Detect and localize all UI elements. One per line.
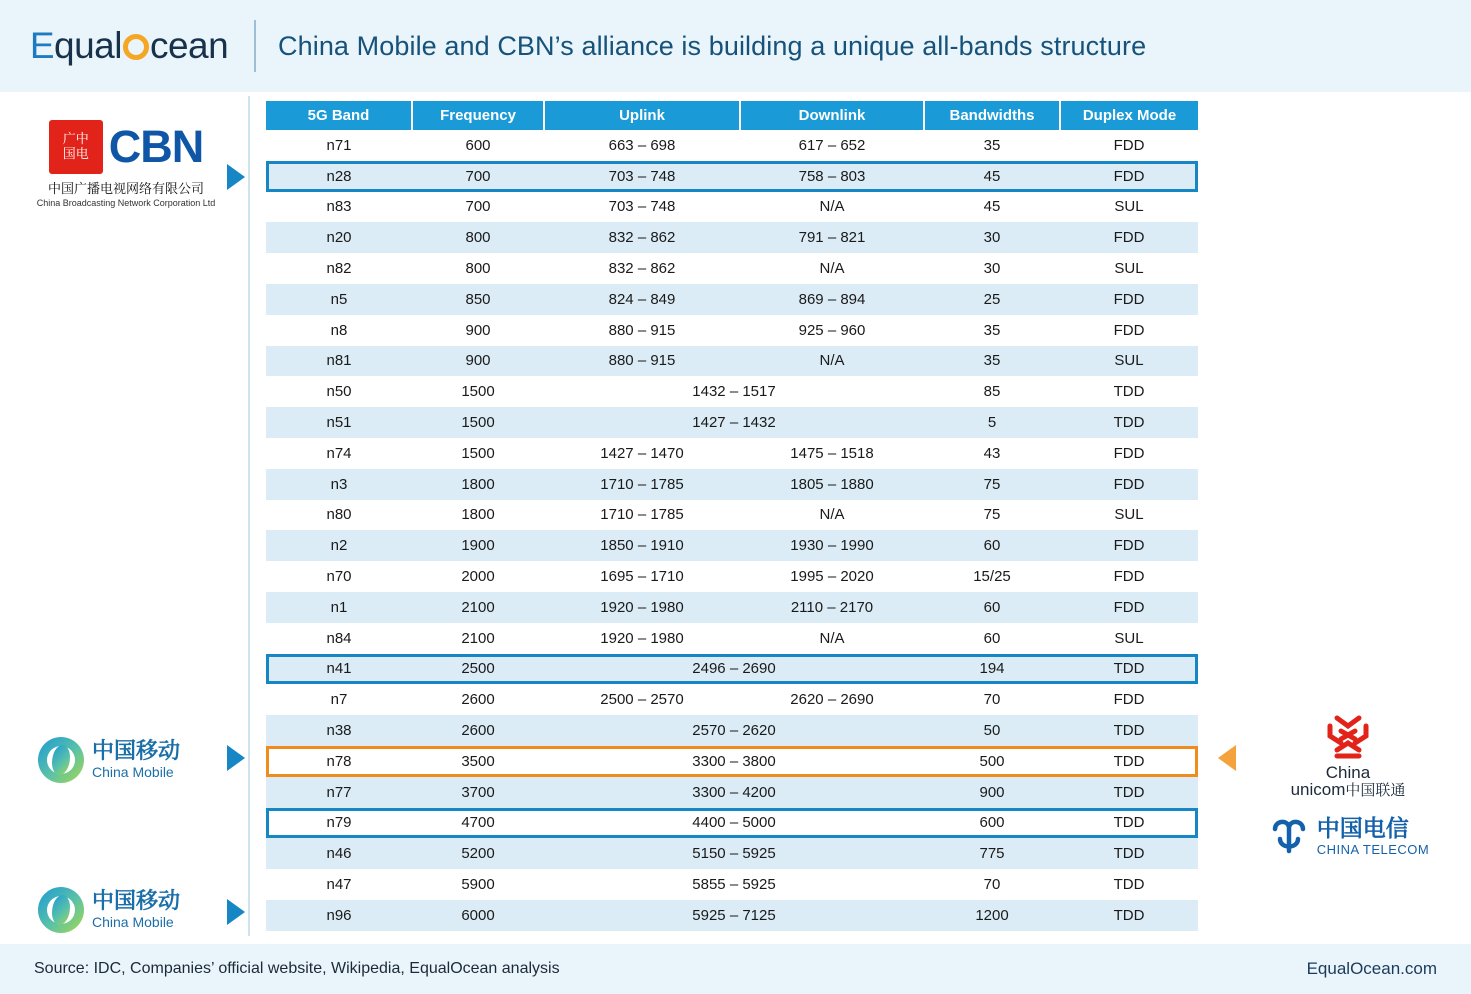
- footer-source: Source: IDC, Companies’ official website, Wikipedia, EqualOcean analysis: [34, 960, 560, 977]
- cell-uplink: 1920 – 1980: [544, 623, 740, 654]
- cell-band: n46: [266, 838, 412, 869]
- china-mobile-mark-icon: [38, 737, 84, 783]
- equalocean-logo-text: [30, 25, 228, 67]
- cell-band: n96: [266, 900, 412, 931]
- cell-downlink: N/A: [740, 346, 924, 377]
- cell-duplex: TDD: [1060, 376, 1198, 407]
- cell-duplex: SUL: [1060, 623, 1198, 654]
- footer: [0, 944, 1471, 994]
- table-row: [266, 222, 1198, 253]
- china-unicom-cn: 中国联通: [1345, 781, 1406, 799]
- table-row: [266, 715, 1198, 746]
- cell-frequency: 2600: [412, 684, 544, 715]
- cell-frequency: 900: [412, 346, 544, 377]
- col-header-band: 5G Band: [266, 101, 412, 130]
- logo-part-e: E: [29, 25, 54, 66]
- header-divider: [254, 20, 256, 72]
- cell-frequency: 1500: [412, 438, 544, 469]
- cell-frequency: 1900: [412, 530, 544, 561]
- table-row: [266, 469, 1198, 500]
- cell-uplink: 880 – 915: [544, 346, 740, 377]
- table-row: [266, 869, 1198, 900]
- cell-band: n38: [266, 715, 412, 746]
- china-telecom-cn: 中国电信: [1316, 816, 1409, 842]
- cell-bandwidth: 775: [924, 838, 1060, 869]
- cell-bandwidth: 35: [924, 346, 1060, 377]
- table-row: [266, 530, 1198, 561]
- right-operator-logos: [1253, 712, 1443, 859]
- cell-downlink: 1930 – 1990: [740, 530, 924, 561]
- china-mobile-en-1: China Mobile: [92, 764, 174, 780]
- cell-bandwidth: 75: [924, 469, 1060, 500]
- cell-bandwidth: 600: [924, 808, 1060, 839]
- cell-bandwidth: 60: [924, 623, 1060, 654]
- table-row: [266, 777, 1198, 808]
- logo-china-mobile-1: [38, 737, 218, 783]
- cell-downlink: N/A: [740, 623, 924, 654]
- cell-frequency: 5200: [412, 838, 544, 869]
- cell-duplex: TDD: [1060, 715, 1198, 746]
- cell-uplink-downlink: 5150 – 5925: [544, 838, 924, 869]
- table-header-row: [266, 101, 1198, 130]
- cell-band: n50: [266, 376, 412, 407]
- china-telecom-en: CHINA TELECOM: [1316, 842, 1430, 857]
- table-row: [266, 161, 1198, 192]
- cell-duplex: FDD: [1060, 469, 1198, 500]
- cell-frequency: 600: [412, 130, 544, 161]
- cell-duplex: SUL: [1060, 346, 1198, 377]
- cell-bandwidth: 70: [924, 869, 1060, 900]
- cell-bandwidth: 1200: [924, 900, 1060, 931]
- cell-band: n70: [266, 561, 412, 592]
- cell-bandwidth: 30: [924, 222, 1060, 253]
- table-row: [266, 623, 1198, 654]
- cell-bandwidth: 70: [924, 684, 1060, 715]
- cbn-chinese-name: 中国广播电视网络有限公司: [47, 182, 204, 197]
- table-row: [266, 253, 1198, 284]
- cell-uplink-downlink: 1432 – 1517: [544, 376, 924, 407]
- cell-band: n80: [266, 500, 412, 531]
- header: [0, 0, 1471, 92]
- china-telecom-text: [1317, 817, 1429, 857]
- equalocean-logo: [0, 25, 248, 67]
- col-header-downlink: Downlink: [740, 101, 924, 130]
- cell-downlink: N/A: [740, 192, 924, 223]
- logo-part-qual: qual: [54, 25, 122, 66]
- china-telecom-mark-icon: [1267, 815, 1311, 859]
- china-unicom-mark-icon: [1321, 712, 1375, 762]
- col-header-bandwidth: Bandwidths: [924, 101, 1060, 130]
- cell-frequency: 700: [412, 161, 544, 192]
- cell-band: n84: [266, 623, 412, 654]
- cell-downlink: 1475 – 1518: [740, 438, 924, 469]
- logo-china-unicom: [1253, 712, 1443, 799]
- table-row: [266, 315, 1198, 346]
- table-row: [266, 746, 1198, 777]
- cell-duplex: TDD: [1060, 777, 1198, 808]
- cell-duplex: FDD: [1060, 284, 1198, 315]
- cell-uplink: 703 – 748: [544, 192, 740, 223]
- cell-band: n71: [266, 130, 412, 161]
- cell-frequency: 1800: [412, 469, 544, 500]
- col-header-frequency: Frequency: [412, 101, 544, 130]
- cell-downlink: 758 – 803: [740, 161, 924, 192]
- cell-uplink-downlink: 3300 – 4200: [544, 777, 924, 808]
- cell-band: n41: [266, 654, 412, 685]
- cell-bandwidth: 194: [924, 654, 1060, 685]
- cell-bandwidth: 35: [924, 315, 1060, 346]
- cell-frequency: 2000: [412, 561, 544, 592]
- cbn-logo-row: [33, 120, 219, 174]
- cell-duplex: FDD: [1060, 530, 1198, 561]
- table-row: [266, 684, 1198, 715]
- cell-uplink: 832 – 862: [544, 222, 740, 253]
- cell-duplex: FDD: [1060, 315, 1198, 346]
- cell-band: n28: [266, 161, 412, 192]
- cell-frequency: 2600: [412, 715, 544, 746]
- footer-brand: EqualOcean.com: [1306, 959, 1437, 978]
- cell-downlink: N/A: [740, 253, 924, 284]
- cell-band: n1: [266, 592, 412, 623]
- arrow-operators-n78-icon: [1218, 745, 1236, 771]
- cell-downlink: 791 – 821: [740, 222, 924, 253]
- table-row: [266, 561, 1198, 592]
- cell-frequency: 1500: [412, 376, 544, 407]
- cell-downlink: 869 – 894: [740, 284, 924, 315]
- table-row: [266, 808, 1198, 839]
- cell-bandwidth: 30: [924, 253, 1060, 284]
- table-row: [266, 130, 1198, 161]
- table-row: [266, 500, 1198, 531]
- cell-band: n20: [266, 222, 412, 253]
- cell-duplex: SUL: [1060, 192, 1198, 223]
- cell-uplink: 1850 – 1910: [544, 530, 740, 561]
- cell-band: n77: [266, 777, 412, 808]
- cell-band: n3: [266, 469, 412, 500]
- cell-uplink: 1695 – 1710: [544, 561, 740, 592]
- cell-uplink-downlink: 2496 – 2690: [544, 654, 924, 685]
- cell-uplink-downlink: 2570 – 2620: [544, 715, 924, 746]
- cell-bandwidth: 500: [924, 746, 1060, 777]
- cell-downlink: 2110 – 2170: [740, 592, 924, 623]
- cell-uplink-downlink: 3300 – 3800: [544, 746, 924, 777]
- bands-table: [266, 101, 1198, 931]
- cell-duplex: SUL: [1060, 253, 1198, 284]
- cell-band: n81: [266, 346, 412, 377]
- cell-duplex: TDD: [1060, 869, 1198, 900]
- cell-downlink: 617 – 652: [740, 130, 924, 161]
- cell-duplex: FDD: [1060, 161, 1198, 192]
- cell-band: n5: [266, 284, 412, 315]
- cell-duplex: FDD: [1060, 438, 1198, 469]
- china-mobile-text-2: [92, 890, 180, 930]
- cell-bandwidth: 85: [924, 376, 1060, 407]
- arrow-china-mobile-n79-icon: [227, 899, 245, 925]
- cell-frequency: 2100: [412, 623, 544, 654]
- cell-uplink: 663 – 698: [544, 130, 740, 161]
- china-mobile-en-2: China Mobile: [92, 914, 174, 930]
- cell-uplink: 824 – 849: [544, 284, 740, 315]
- cell-duplex: TDD: [1060, 746, 1198, 777]
- logo-china-telecom: [1253, 815, 1443, 859]
- cell-uplink: 1710 – 1785: [544, 500, 740, 531]
- cell-frequency: 3700: [412, 777, 544, 808]
- china-unicom-en-line1: China: [1325, 763, 1371, 782]
- cell-bandwidth: 43: [924, 438, 1060, 469]
- cell-band: n8: [266, 315, 412, 346]
- col-header-uplink: Uplink: [544, 101, 740, 130]
- china-unicom-en-line2: unicom: [1290, 780, 1346, 799]
- cell-downlink: 1995 – 2020: [740, 561, 924, 592]
- cell-frequency: 1800: [412, 500, 544, 531]
- cell-uplink-downlink: 5925 – 7125: [544, 900, 924, 931]
- cell-frequency: 700: [412, 192, 544, 223]
- table-row: [266, 284, 1198, 315]
- cell-band: n51: [266, 407, 412, 438]
- cell-bandwidth: 60: [924, 530, 1060, 561]
- arrow-cbn-n28-icon: [227, 164, 245, 190]
- cell-uplink-downlink: 5855 – 5925: [544, 869, 924, 900]
- cell-band: n74: [266, 438, 412, 469]
- cbn-english-name: China Broadcasting Network Corporation Ltd: [36, 198, 216, 208]
- cbn-mark-line2: 国电: [62, 147, 89, 162]
- cell-bandwidth: 900: [924, 777, 1060, 808]
- cell-duplex: TDD: [1060, 900, 1198, 931]
- cell-uplink: 703 – 748: [544, 161, 740, 192]
- page-title: China Mobile and CBN’s alliance is building a unique all-bands structure: [278, 30, 1147, 61]
- vertical-divider: [248, 96, 250, 936]
- cell-duplex: FDD: [1060, 592, 1198, 623]
- table-row: [266, 376, 1198, 407]
- cell-frequency: 5900: [412, 869, 544, 900]
- cell-uplink: 832 – 862: [544, 253, 740, 284]
- cell-duplex: TDD: [1060, 808, 1198, 839]
- cell-bandwidth: 50: [924, 715, 1060, 746]
- table-row: [266, 346, 1198, 377]
- china-mobile-text-1: [92, 740, 180, 780]
- cell-frequency: 2500: [412, 654, 544, 685]
- cell-band: n83: [266, 192, 412, 223]
- cell-frequency: 1500: [412, 407, 544, 438]
- cell-frequency: 2100: [412, 592, 544, 623]
- cell-duplex: FDD: [1060, 130, 1198, 161]
- cbn-wordmark: CBN: [108, 121, 204, 172]
- cell-frequency: 800: [412, 253, 544, 284]
- body: [0, 92, 1471, 944]
- cbn-mark-line1: 广中: [62, 132, 89, 147]
- cell-uplink-downlink: 1427 – 1432: [544, 407, 924, 438]
- cell-frequency: 850: [412, 284, 544, 315]
- cell-bandwidth: 75: [924, 500, 1060, 531]
- cell-bandwidth: 60: [924, 592, 1060, 623]
- cell-bandwidth: 35: [924, 130, 1060, 161]
- table-row: [266, 592, 1198, 623]
- cell-downlink: 1805 – 1880: [740, 469, 924, 500]
- cell-duplex: TDD: [1060, 654, 1198, 685]
- cell-uplink: 2500 – 2570: [544, 684, 740, 715]
- cell-duplex: FDD: [1060, 684, 1198, 715]
- cell-duplex: FDD: [1060, 561, 1198, 592]
- cell-bandwidth: 15/25: [924, 561, 1060, 592]
- cell-downlink: 925 – 960: [740, 315, 924, 346]
- cell-bandwidth: 5: [924, 407, 1060, 438]
- cell-duplex: FDD: [1060, 222, 1198, 253]
- cell-downlink: 2620 – 2690: [740, 684, 924, 715]
- table-row: [266, 438, 1198, 469]
- table-body: [266, 130, 1198, 931]
- bands-table-wrap: [266, 101, 1198, 931]
- cell-uplink: 1920 – 1980: [544, 592, 740, 623]
- table-row: [266, 900, 1198, 931]
- cell-bandwidth: 25: [924, 284, 1060, 315]
- logo-part-cean: cean: [149, 25, 229, 66]
- cell-downlink: N/A: [740, 500, 924, 531]
- arrow-china-mobile-n41-icon: [227, 745, 245, 771]
- cell-duplex: SUL: [1060, 500, 1198, 531]
- cell-duplex: TDD: [1060, 838, 1198, 869]
- table-row: [266, 407, 1198, 438]
- cell-uplink: 1710 – 1785: [544, 469, 740, 500]
- table-row: [266, 654, 1198, 685]
- cell-uplink: 880 – 915: [544, 315, 740, 346]
- cell-band: n7: [266, 684, 412, 715]
- cell-uplink: 1427 – 1470: [544, 438, 740, 469]
- cell-band: n82: [266, 253, 412, 284]
- cell-band: n47: [266, 869, 412, 900]
- cell-band: n78: [266, 746, 412, 777]
- cell-duplex: TDD: [1060, 407, 1198, 438]
- cell-frequency: 3500: [412, 746, 544, 777]
- cell-band: n79: [266, 808, 412, 839]
- cbn-mark-icon: [49, 120, 103, 174]
- china-unicom-text: [1291, 764, 1406, 799]
- logo-o-icon: [123, 34, 149, 60]
- table-row: [266, 192, 1198, 223]
- cell-frequency: 6000: [412, 900, 544, 931]
- logo-cbn: [33, 120, 219, 208]
- cell-uplink-downlink: 4400 – 5000: [544, 808, 924, 839]
- table-row: [266, 838, 1198, 869]
- cell-bandwidth: 45: [924, 161, 1060, 192]
- cell-frequency: 4700: [412, 808, 544, 839]
- logo-china-mobile-2: [38, 887, 218, 933]
- cell-frequency: 800: [412, 222, 544, 253]
- col-header-duplex: Duplex Mode: [1060, 101, 1198, 130]
- china-mobile-cn-2: 中国移动: [92, 889, 181, 914]
- cell-band: n2: [266, 530, 412, 561]
- cell-bandwidth: 45: [924, 192, 1060, 223]
- china-mobile-mark-icon-2: [38, 887, 84, 933]
- cell-frequency: 900: [412, 315, 544, 346]
- china-mobile-cn-1: 中国移动: [92, 739, 181, 764]
